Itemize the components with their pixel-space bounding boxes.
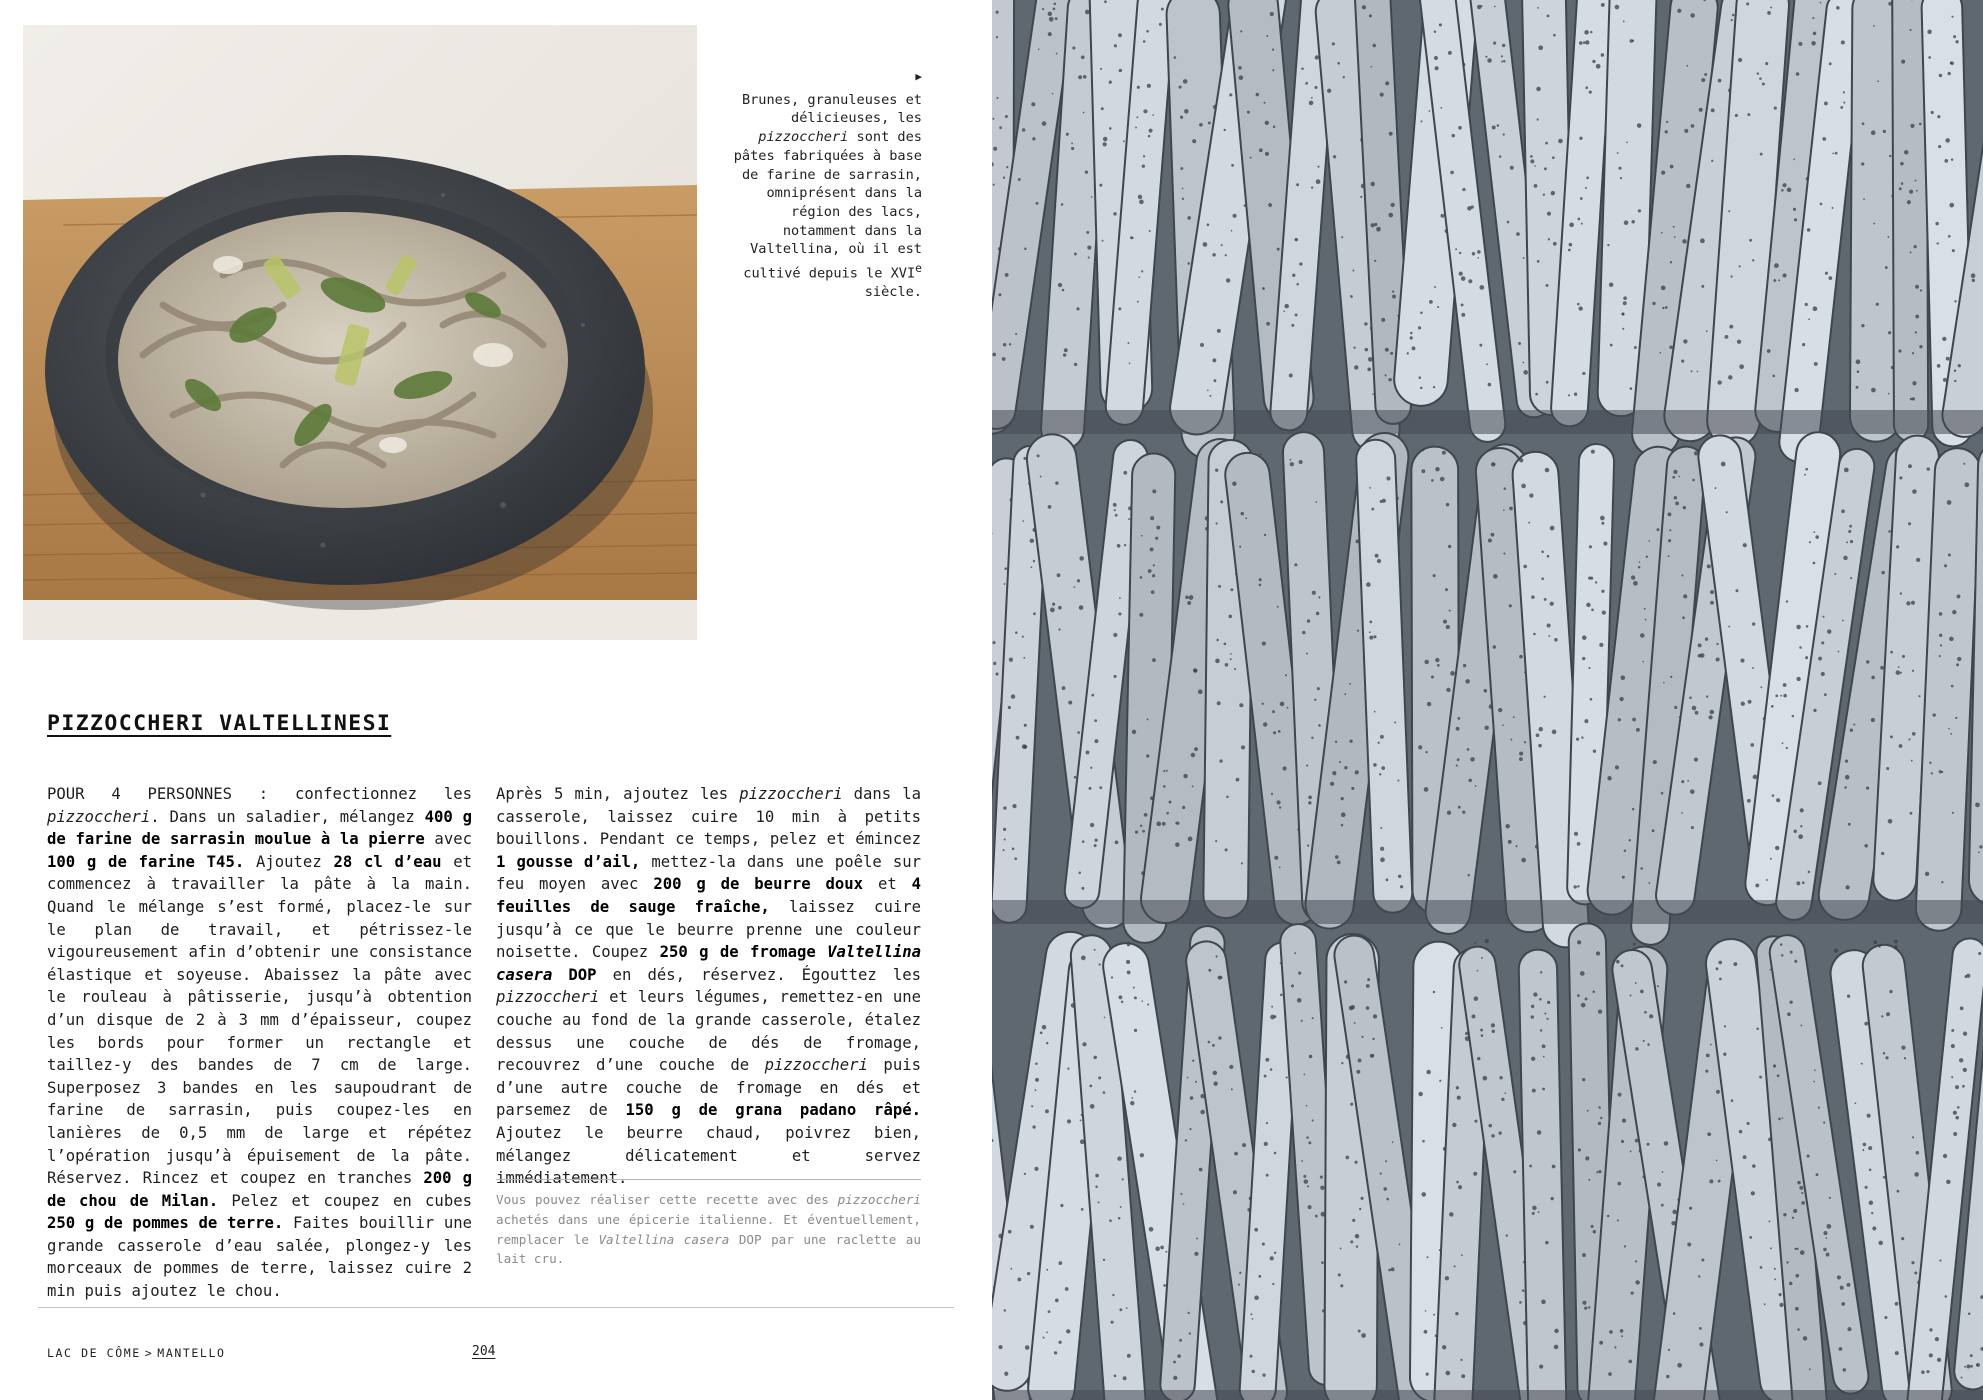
text-run: Ajoutez le beurre chaud, poivrez bien, mélangez délicatement et servez immédiatement. — [496, 1123, 921, 1188]
caption-text-2: sont des pâtes fabriquées à base de farine de sarrasin, omniprésent dans la région des lacs, notamment dans la Valtellina, où il est cultivé depuis le XVI — [733, 129, 922, 282]
recipe-tip — [496, 1179, 921, 1269]
text-run: puis d’une autre couche de fromage en dés et parsemez de — [496, 1056, 921, 1120]
emphasis-run: 4 feuilles de sauge fraîche, — [496, 875, 921, 916]
emphasis-run: pizzoccheri — [837, 1192, 921, 1207]
text-run: DOP par une raclette au lait cru. — [496, 1231, 921, 1267]
recipe-column-right — [496, 783, 921, 1190]
caption-text-em: pizzoccheri — [758, 129, 849, 146]
emphasis-run: 250 g de pommes de terre. — [47, 1214, 284, 1233]
text-run: Vous pouvez réaliser cette recette avec des — [496, 1192, 838, 1207]
text-run: . Dans un saladier, mélangez — [150, 807, 425, 826]
emphasis-run: 150 g de grana padano râpé. — [625, 1101, 921, 1120]
text-run: mettez-la dans une poêle sur feu moyen avec — [496, 852, 921, 894]
photo-caption — [720, 68, 922, 302]
dish-photo — [23, 25, 697, 640]
pasta-photo — [992, 0, 1983, 1400]
emphasis-run: pizzoccheri — [764, 1056, 868, 1075]
emphasis-run: 100 g de farine T45. — [47, 852, 245, 871]
text-run: achetés dans une épicerie italienne. Et éventuellement, remplacer le — [496, 1211, 921, 1247]
text-run: et — [863, 875, 912, 894]
emphasis-run: 1 gousse d’ail, — [496, 852, 641, 871]
text-run: Après 5 min, ajoutez les — [496, 785, 740, 803]
emphasis-run: 200 g de beurre doux — [653, 875, 864, 894]
caption-text-sup: e — [915, 261, 922, 276]
emphasis-run: DOP — [552, 965, 597, 984]
emphasis-run: pizzoccheri — [739, 785, 843, 803]
text-run: et leurs légumes, remettez-en une couche au fond de la grande casserole, étalez dessus une couche de dés de fromage, recouvrez d’une couche de — [496, 988, 921, 1075]
recipe-column-left — [47, 783, 472, 1303]
text-run: avec — [424, 830, 472, 849]
emphasis-run: 28 cl d’eau — [333, 852, 442, 871]
emphasis-run: 250 g de fromage — [659, 943, 828, 962]
left-page — [0, 0, 990, 1400]
page-number: 204 — [472, 1344, 496, 1359]
breadcrumb-separator: > — [144, 1346, 154, 1360]
text-run: dans la casserole, laissez cuire 10 min à petits bouillons. Pendant ce temps, pelez et émincez — [496, 785, 921, 849]
breadcrumb-item-town: MANTELLO — [157, 1346, 226, 1360]
text-run: Pelez et coupez en cubes — [218, 1191, 472, 1210]
caption-text-3: siècle. — [864, 284, 922, 301]
emphasis-run: Valtellina casera — [496, 943, 921, 984]
text-run: Faites bouillir une grande casserole d’eau salée, plongez-y les morceaux de pommes de terre, laissez cuire 2 min puis ajoutez le chou. — [47, 1214, 472, 1301]
caption-text-1: Brunes, granuleuses et délicieuses, les — [741, 91, 922, 127]
caption-arrow-icon: ▶ — [915, 70, 922, 83]
emphasis-run: pizzoccheri — [47, 807, 151, 826]
text-run: en dés, réservez. Égouttez les — [596, 965, 921, 984]
emphasis-run: 400 g de farine de sarrasin moulue à la pierre — [47, 807, 472, 849]
emphasis-run: Valtellina casera — [598, 1231, 730, 1247]
emphasis-run: pizzoccheri — [496, 988, 600, 1007]
text-run: laissez cuire jusqu’à ce que le beurre prenne une couleur noisette. Coupez — [496, 897, 921, 962]
text-run: et commencez à travailler la pâte à la main. Quand le mélange s’est formé, placez-le sur le plan de travail, et pétrissez-le vigoureusement afin d’obtenir une consistance élastique et soyeuse. Abaissez la pâte avec le rouleau à pâtisserie, jusqu’à obtention d’un disque de 2 à 3 mm d’épaisseur, coupez les bords pour former un rectangle et taillez-y des bandes de 7 cm de large. Superposez 3 bandes en les saupoudrant de farine de sarrasin, puis coupez-les en lanières de 0,5 mm de large et répétez l’opération jusqu’à épuisement de la pâte. Réservez. Rincez et coupez en tranches — [47, 852, 472, 1188]
recipe-title: PIZZOCCHERI VALTELLINESI — [47, 711, 392, 736]
footer-divider — [38, 1307, 954, 1308]
breadcrumb — [47, 1346, 226, 1360]
breadcrumb-item-region: LAC DE CÔME — [47, 1346, 141, 1360]
text-run: Ajoutez — [244, 852, 334, 871]
emphasis-run: 200 g de chou de Milan. — [47, 1169, 472, 1210]
text-run: POUR 4 PERSONNES : confectionnez les — [47, 785, 472, 803]
